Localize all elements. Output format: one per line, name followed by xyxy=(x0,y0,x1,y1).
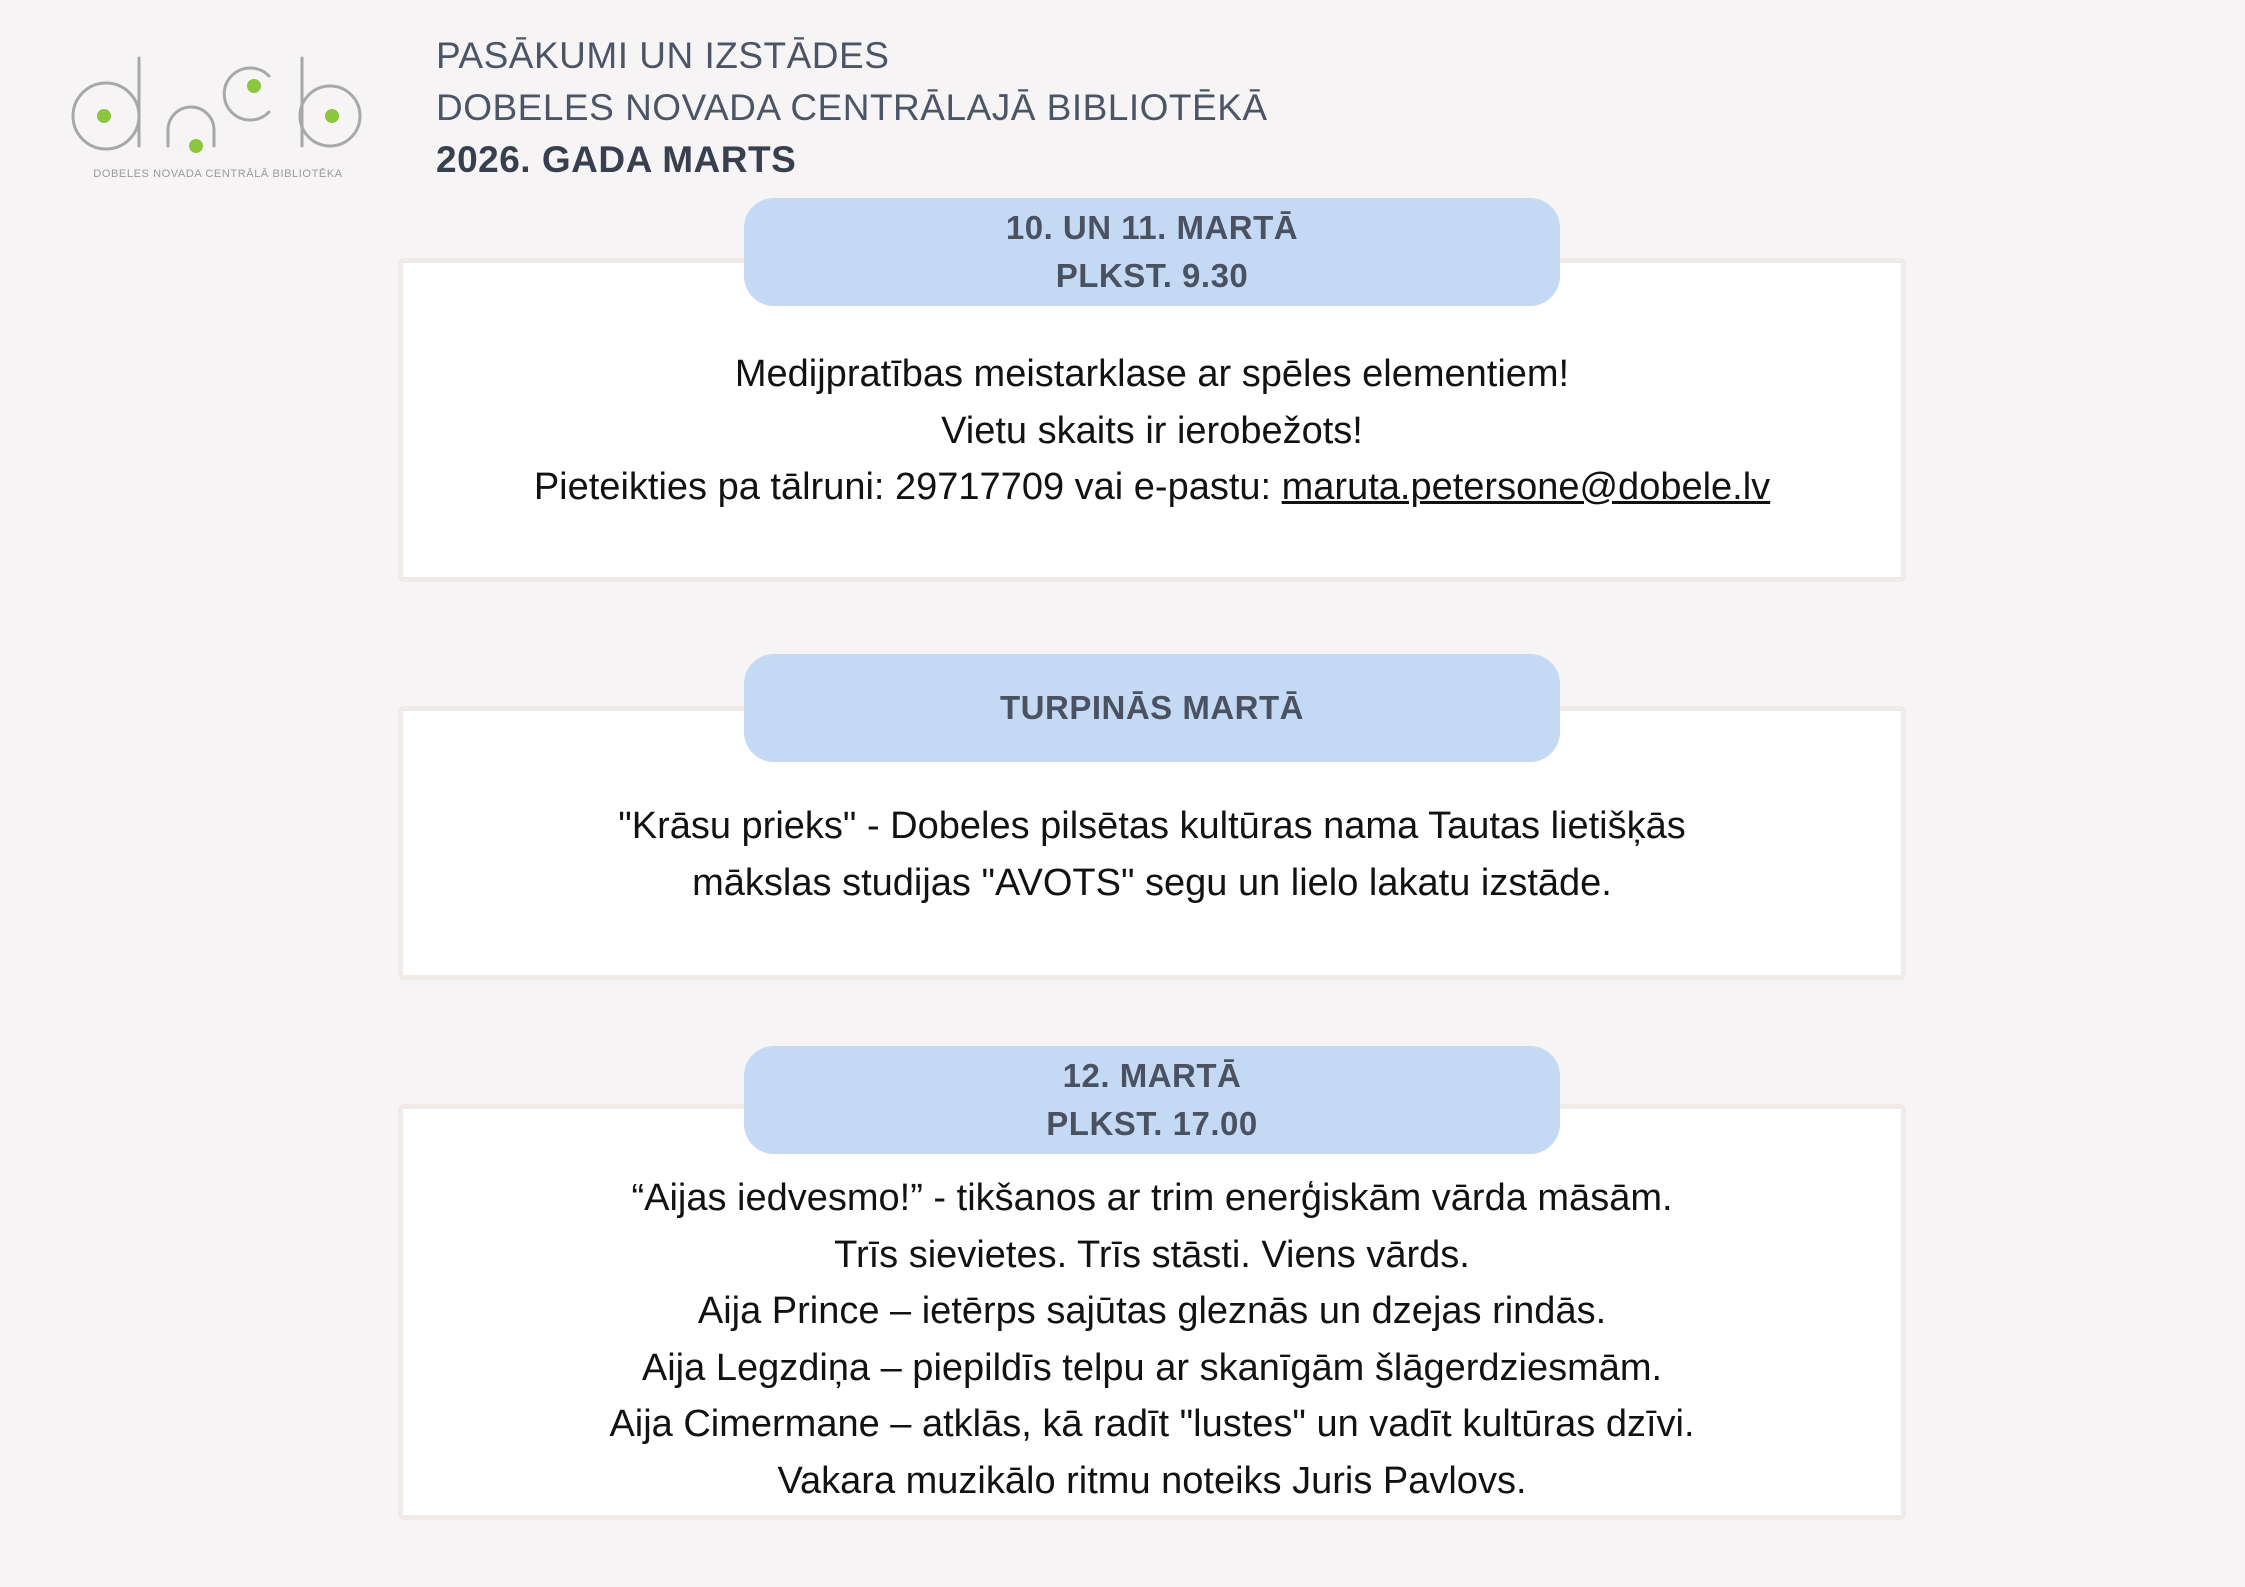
event-date-badge-2 xyxy=(744,654,1560,762)
event-1-line-2: Vietu skaits ir ierobežots! xyxy=(941,409,1363,452)
library-logo xyxy=(68,50,368,190)
event-2-line-2: mākslas studijas "AVOTS" segu un lielo lakatu izstāde. xyxy=(692,861,1612,904)
event-3-line-3: Aija Prince – ietērps sajūtas gleznās un dzejas rindās. xyxy=(697,1290,1607,1332)
event-3-line-4: Aija Legzdiņa – piepildīs telpu ar skanīgām šlāgerdziesmām. xyxy=(641,1346,1663,1389)
dncb-logo-mark xyxy=(68,50,368,160)
header-library-name: DOBELES NOVADA CENTRĀLAJĀ BIBLIOTĒKĀ xyxy=(436,87,1268,128)
event-description-1 xyxy=(398,346,1906,516)
header-month: 2026. GADA MARTS xyxy=(436,139,797,180)
event-date-2: TURPINĀS MARTĀ xyxy=(1000,689,1304,726)
event-3-line-1: “Aijas iedvesmo!” - tikšanos ar trim enerģiskām vārda māsām. xyxy=(631,1177,1673,1219)
event-time-1: PLKST. 9.30 xyxy=(1055,257,1249,294)
event-time-3: PLKST. 17.00 xyxy=(1046,1105,1258,1142)
event-date-badge-3 xyxy=(744,1046,1560,1154)
event-1-line-3 xyxy=(398,459,1906,516)
email-link[interactable]: maruta.petersone@dobele.lv xyxy=(1281,466,1771,508)
event-3-line-6: Vakara muzikālo ritmu noteiks Juris Pavlovs. xyxy=(777,1459,1527,1502)
event-description-3 xyxy=(398,1170,1906,1509)
event-description-2 xyxy=(398,798,1906,911)
logo-caption: DOBELES NOVADA CENTRĀLĀ BIBLIOTĒKA xyxy=(93,168,343,180)
contact-text: Pieteikties pa tālruni: 29717709 vai e-pastu: xyxy=(533,466,1282,508)
event-1-line-1: Medijpratības meistarklase ar spēles elementiem! xyxy=(734,353,1570,395)
event-2-line-1: "Krāsu prieks" - Dobeles pilsētas kultūras nama Tautas lietišķās xyxy=(618,805,1686,847)
header-title: PASĀKUMI UN IZSTĀDES xyxy=(436,35,890,76)
event-date-badge-1 xyxy=(744,198,1560,306)
event-date-3: 12. MARTĀ xyxy=(1062,1057,1242,1094)
page-header xyxy=(436,30,1268,186)
event-3-line-5: Aija Cimermane – atklās, kā radīt "lustes" un vadīt kultūras dzīvi. xyxy=(609,1403,1695,1445)
event-date-1: 10. UN 11. MARTĀ xyxy=(1005,209,1299,246)
event-3-line-2: Trīs sievietes. Trīs stāsti. Viens vārds. xyxy=(834,1233,1470,1276)
